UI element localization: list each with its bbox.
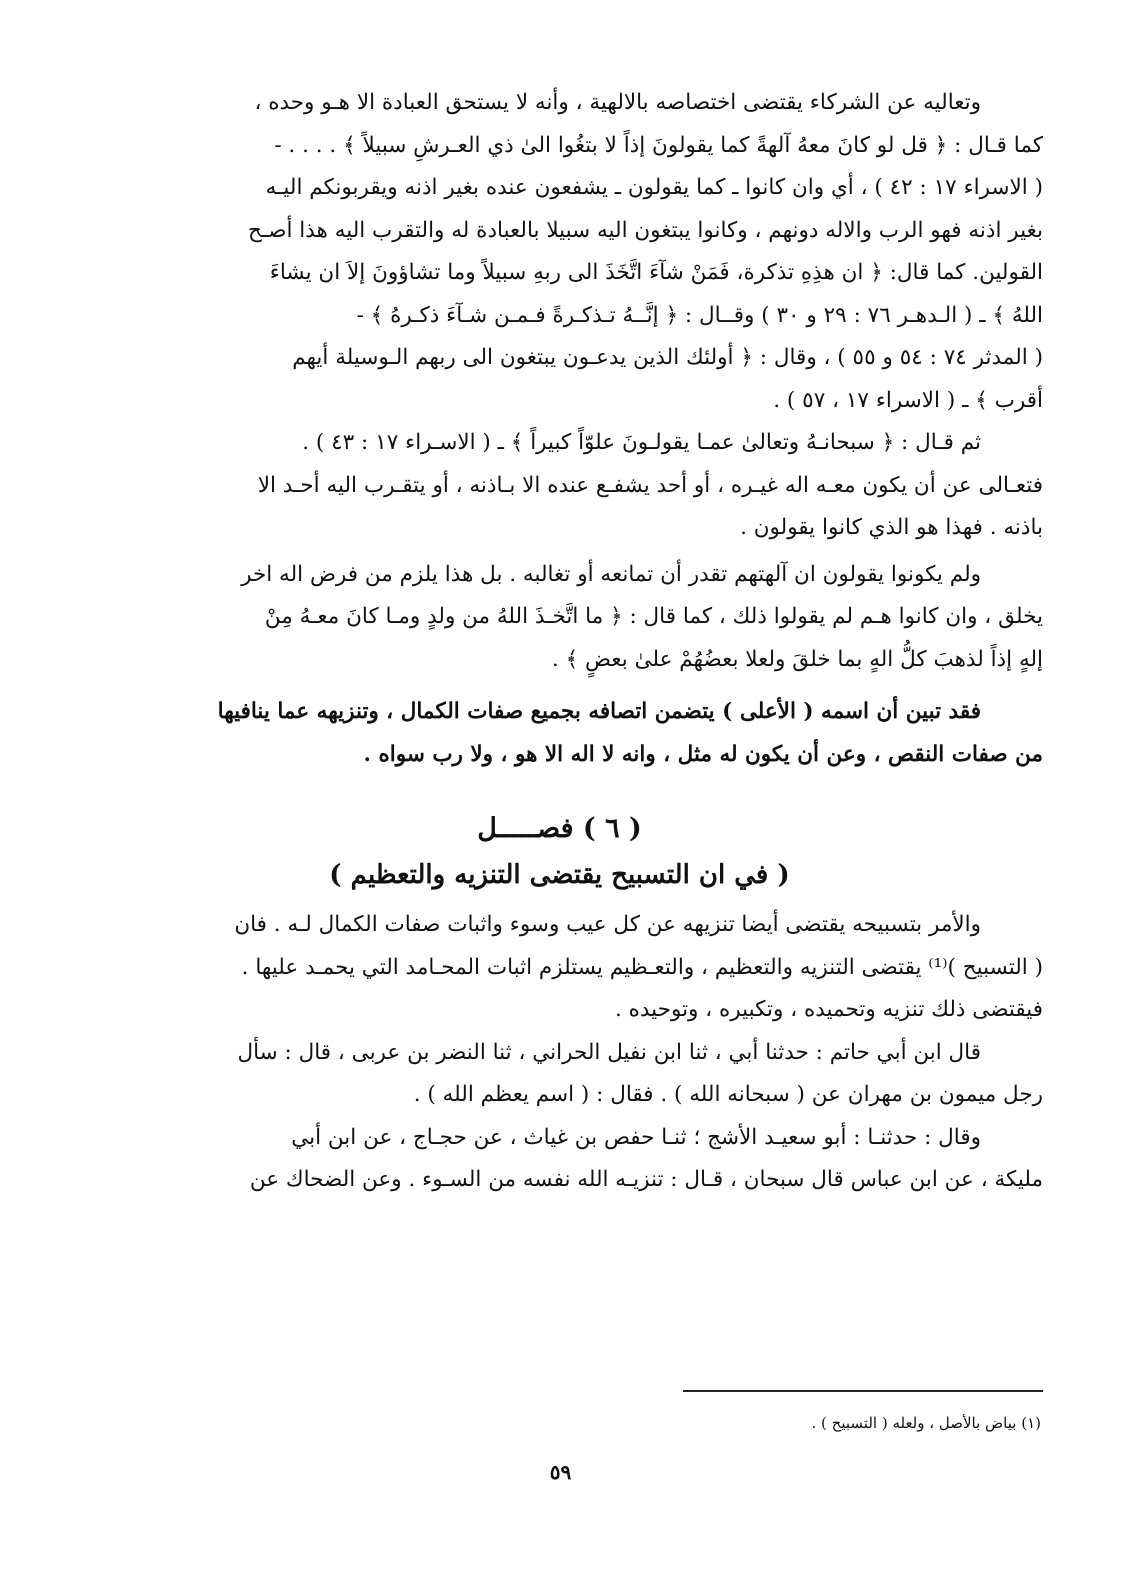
section-subtitle: ( في ان التسبيح يقتضى التنزيه والتعظيم ) — [329, 860, 790, 890]
paragraph-5 — [76, 904, 1043, 1032]
page-number: ٥٩ — [549, 1460, 572, 1484]
footnote: (١) بياض بالأصل ، ولعله ( التسبيح ) . — [811, 1414, 1041, 1432]
footnote-divider — [683, 1390, 1043, 1392]
text-line: ( التسبيح )⁽¹⁾ يقتضى التنزيه والتعظيم ، والتعـظيم يستلزم اثبات المحـامد التي يحمـد عليها . — [241, 954, 1043, 980]
text-line: ( المدثر ٧٤ : ٥٤ و ٥٥ ) ، وقال : ﴿ أولئك الذين يدعـون يبتغون الى ربهم الـوسيلة أيهم — [292, 345, 1043, 370]
text-line: يخلق ، وان كانوا هـم لم يقولوا ذلك ، كما قال : ﴿ ما اتَّخـذَ اللهُ من ولدٍ ومـا كانَ معـهُ مِنْ — [264, 604, 1043, 629]
text-line: القولين. كما قال: ﴿ ان هذِهِ تذكرة، فَمَنْ شآءَ اتَّخَذَ الى ربهِ سبيلاً وما تشاؤونَ إلاَ ان يشاءَ — [269, 260, 1043, 285]
text-line: ولم يكونوا يقولون ان آلهتهم تقدر أن تمانعه أو تغالبه . بل هذا يلزم من فرض اله اخر — [241, 561, 981, 587]
section-title: ( ٦ ) فصـــــل — [477, 813, 642, 844]
text-line: من صفات النقص ، وعن أن يكون له مثل ، وانه لا اله الا هو ، ولا رب سواه . — [363, 741, 1043, 767]
text-line: ثم قـال : ﴿ سبحانـهُ وتعالىٰ عمـا يقولـونَ علوّاً كبيراً ﴾ ـ ( الاسـراء ١٧ : ٤٣ ) . — [302, 430, 981, 455]
paragraph-4-bold — [76, 691, 1043, 776]
paragraph-3 — [76, 554, 1043, 682]
text-line: وتعاليه عن الشركاء يقتضى اختصاصه بالالهية ، وأنه لا يستحق العبادة الا هـو وحده ، — [254, 90, 981, 115]
text-line: والأمر بتسبيحه يقتضى أيضا تنزيهه عن كل عيب وسوء واثبات صفات الكمال لـه . فان — [234, 912, 981, 937]
paragraph-7 — [76, 1117, 1043, 1202]
paragraph-6 — [76, 1032, 1043, 1117]
text-line: فقد تبين أن اسمه ( الأعلى ) يتضمن اتصافه بجميع صفات الكمال ، وتنزيهه عما ينافيها — [217, 699, 981, 724]
text-line: إلهٍ إذاً لذهبَ كلُّ الهٍ بما خلقَ ولعلا بعضُهُمْ علىٰ بعضٍ ﴾ . — [551, 646, 1043, 672]
text-line: فتعـالى عن أن يكون معـه اله غيـره ، أو أحد يشفـع عنده الا بـاذنه ، أو يتقـرب اليه أحـد الا — [257, 472, 1043, 498]
text-line: رجل ميمون بن مهران عن ( سبحانه الله ) . فقال : ( اسم يعظم الله ) . — [413, 1082, 1043, 1107]
paragraph-2 — [76, 422, 1043, 550]
text-line: ( الاسراء ١٧ : ٤٢ ) ، أي وان كانوا ـ كما يقولون ـ يشفعون عنده بغير اذنه ويقربونكم اليـه — [265, 175, 1043, 200]
text-line: كما قـال : ﴿ قل لو كانَ معهُ آلهةً كما يقولونَ إذاً لا بتغُوا الىٰ ذي العـرشِ سبيلاً ﴾ . . . . - — [274, 132, 1043, 158]
paragraph-1 — [76, 82, 1043, 422]
text-line: مليكة ، عن ابن عباس قال سبحان ، قـال : تنزيـه الله نفسه من السـوء . وعن الضحاك عن — [249, 1167, 1043, 1192]
text-line: أقرب ﴾ ـ ( الاسراء ١٧ ، ٥٧ ) . — [773, 387, 1043, 413]
text-line: اللهُ ﴾ ـ ( الـدهـر ٧٦ : ٢٩ و ٣٠ ) وقــال : ﴿ إنَّــهُ تـذكـرةً فـمـن شـآءَ ذكـرهُ ﴾ - — [356, 302, 1043, 328]
text-line: وقال : حدثنـا : أبو سعيـد الأشج ؛ ثنـا حفص بن غياث ، عن حجـاج ، عن ابن أبي — [291, 1124, 981, 1150]
text-line: قال ابن أبي حاتم : حدثنا أبي ، ثنا ابن نفيل الحراني ، ثنا النضر بن عربى ، قال : سأل — [237, 1039, 981, 1065]
text-line: باذنه . فهذا هو الذي كانوا يقولون . — [740, 515, 1043, 540]
text-line: فيقتضى ذلك تنزيه وتحميده ، وتكبيره ، وتوحيده . — [614, 997, 1043, 1022]
text-line: بغير اذنه فهو الرب والاله دونهم ، وكانوا يبتغون اليه سبيلا بالعبادة له والتقرب اليه هذا أصـح — [248, 217, 1043, 243]
